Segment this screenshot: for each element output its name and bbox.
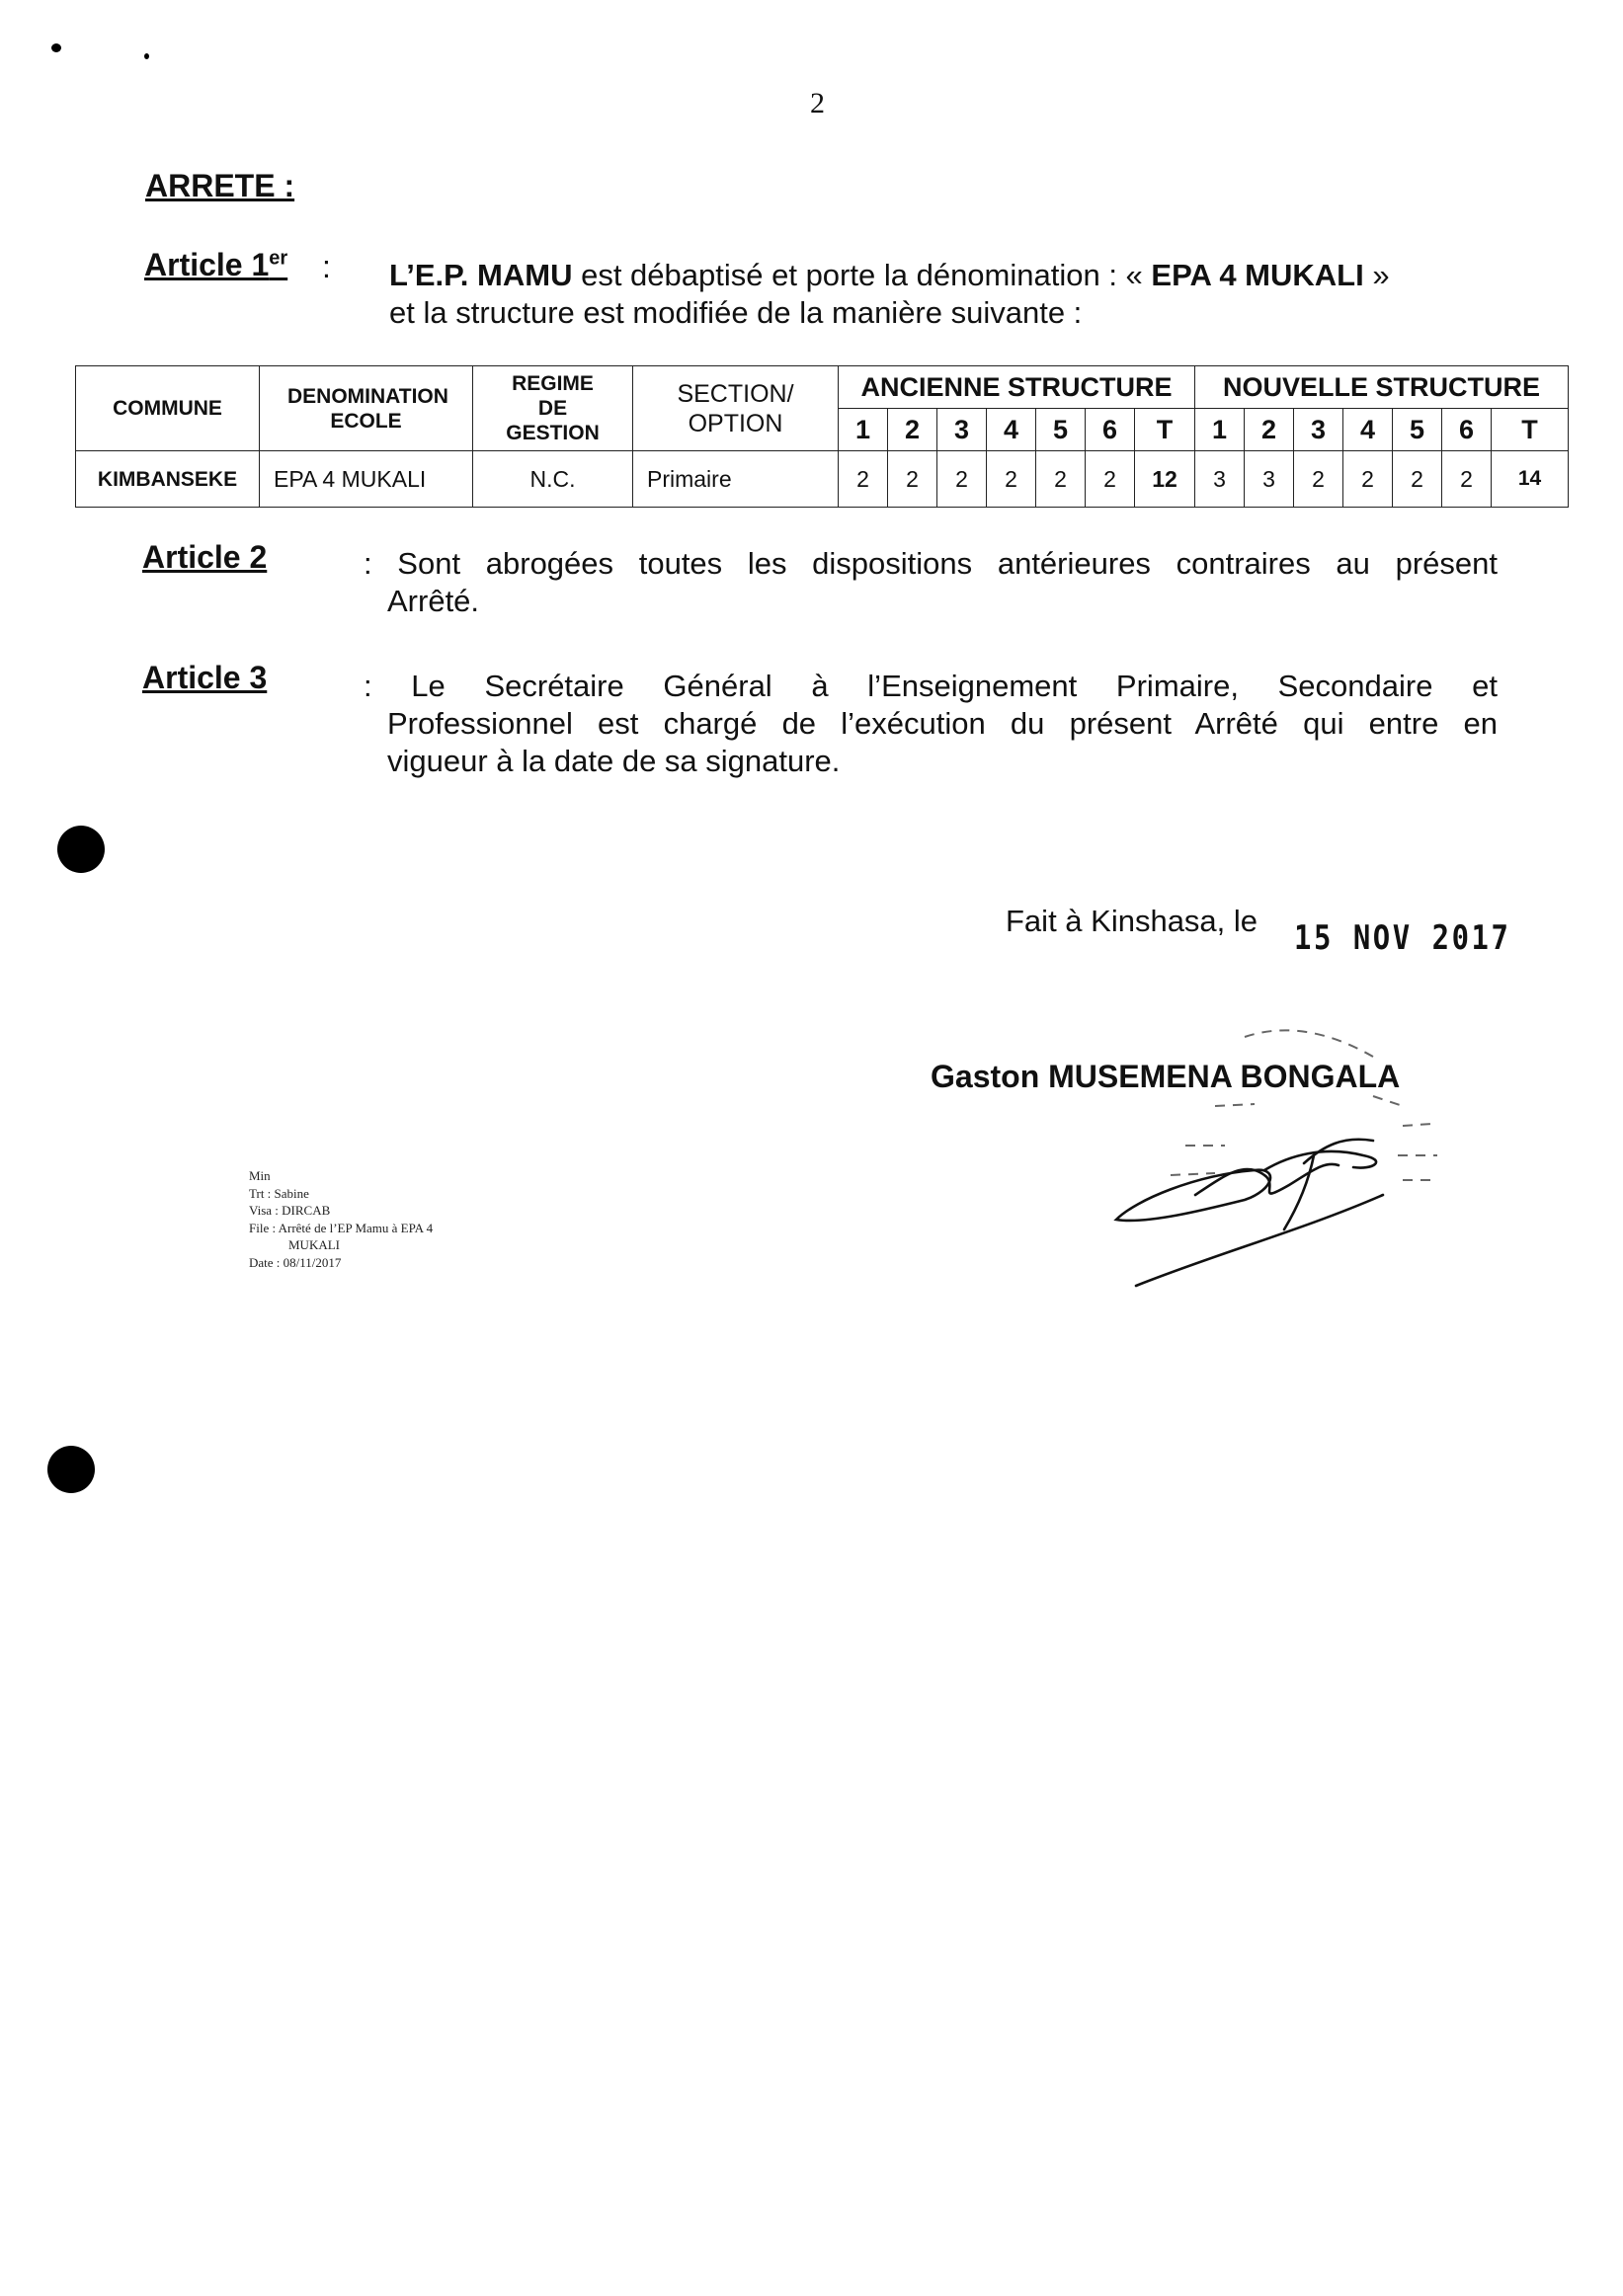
- article-1-line-2: et la structure est modifiée de la manière suivante :: [389, 295, 1083, 330]
- signer-name: Gaston MUSEMENA BONGALA: [931, 1059, 1401, 1094]
- cell-ancienne: 2: [1086, 451, 1135, 508]
- ancienne-col-header: 3: [937, 409, 987, 451]
- cell-nouvelle: 2: [1393, 451, 1442, 508]
- reference-line: Trt : Sabine: [249, 1185, 309, 1201]
- nouvelle-col-header: 3: [1294, 409, 1343, 451]
- nouvelle-col-header: 1: [1195, 409, 1245, 451]
- cell-ancienne: 2: [987, 451, 1036, 508]
- article-3-line-1: : Le Secrétaire Général à l’Enseignement Primaire, Secondaire et: [364, 669, 1498, 703]
- article-3-line-2: Professionnel est chargé de l’exécution du présent Arrêté qui entre en: [387, 706, 1498, 741]
- scan-speck: [144, 53, 149, 59]
- nouvelle-col-header: 4: [1343, 409, 1393, 451]
- cell-ancienne: 2: [839, 451, 888, 508]
- article-1-colon: :: [322, 249, 331, 284]
- ancienne-col-header: T: [1135, 409, 1195, 451]
- cell-denomination: EPA 4 MUKALI: [260, 451, 473, 508]
- cell-nouvelle: 3: [1195, 451, 1245, 508]
- reference-line: MUKALI: [288, 1237, 340, 1252]
- stamped-date: 15 NOV 2017: [1294, 918, 1511, 958]
- cell-ancienne-total: 12: [1135, 451, 1195, 508]
- cell-nouvelle: 2: [1442, 451, 1492, 508]
- article-2-text: [364, 545, 1498, 620]
- article-3-text: [364, 668, 1498, 780]
- cell-regime: N.C.: [473, 451, 633, 508]
- header-nouvelle-structure: NOUVELLE STRUCTURE: [1195, 366, 1569, 409]
- header-regime: REGIME DE GESTION: [473, 366, 633, 451]
- cell-nouvelle-total: 14: [1492, 451, 1569, 508]
- ancienne-col-header: 5: [1036, 409, 1086, 451]
- decree-heading: ARRETE :: [145, 168, 295, 203]
- nouvelle-col-header: 5: [1393, 409, 1442, 451]
- article-3-label: Article 3: [142, 660, 268, 695]
- page-number: 2: [810, 87, 825, 119]
- faint-stamp-marks: [1171, 1030, 1437, 1180]
- header-commune: COMMUNE: [76, 366, 260, 451]
- header-ancienne-structure: ANCIENNE STRUCTURE: [839, 366, 1195, 409]
- cell-commune: KIMBANSEKE: [76, 451, 260, 508]
- reference-note: [249, 1167, 433, 1271]
- scan-speck: [51, 43, 61, 52]
- article-1-line-1: L’E.P. MAMU est débaptisé et porte la dénomination : « EPA 4 MUKALI »: [389, 258, 1390, 292]
- school-structure-table: [75, 365, 1569, 508]
- ancienne-col-header: 6: [1086, 409, 1135, 451]
- reference-line: Date : 08/11/2017: [249, 1254, 342, 1270]
- table-row: [76, 451, 1569, 508]
- cell-nouvelle: 3: [1245, 451, 1294, 508]
- ancienne-col-header: 2: [888, 409, 937, 451]
- article-2-line-1: : Sont abrogées toutes les dispositions antérieures contraires au présent: [364, 546, 1498, 581]
- nouvelle-col-header: 6: [1442, 409, 1492, 451]
- handwritten-signature: [1116, 1140, 1383, 1286]
- header-denomination: DENOMINATION ECOLE: [260, 366, 473, 451]
- place-date-line: Fait à Kinshasa, le: [1006, 904, 1258, 938]
- article-2-line-2: Arrêté.: [387, 584, 480, 618]
- cell-nouvelle: 2: [1294, 451, 1343, 508]
- article-2-label: Article 2: [142, 539, 268, 575]
- cell-nouvelle: 2: [1343, 451, 1393, 508]
- header-section: SECTION/ OPTION: [633, 366, 839, 451]
- nouvelle-col-header: 2: [1245, 409, 1294, 451]
- cell-section: Primaire: [633, 451, 839, 508]
- cell-ancienne: 2: [1036, 451, 1086, 508]
- cell-ancienne: 2: [937, 451, 987, 508]
- reference-line: File : Arrêté de l’EP Mamu à EPA 4: [249, 1220, 434, 1235]
- reference-line: Visa : DIRCAB: [249, 1203, 331, 1218]
- punch-hole-dot: [47, 1446, 95, 1493]
- article-1-text: [389, 257, 1505, 332]
- ancienne-col-header: 4: [987, 409, 1036, 451]
- signature-stamp-drawing: [1077, 997, 1472, 1294]
- nouvelle-col-header: T: [1492, 409, 1569, 451]
- article-3-line-3: vigueur à la date de sa signature.: [387, 744, 841, 778]
- punch-hole-dot: [57, 826, 105, 873]
- cell-ancienne: 2: [888, 451, 937, 508]
- ancienne-col-header: 1: [839, 409, 888, 451]
- reference-line: Min: [249, 1168, 271, 1183]
- article-1-label: Article 1er: [144, 247, 288, 282]
